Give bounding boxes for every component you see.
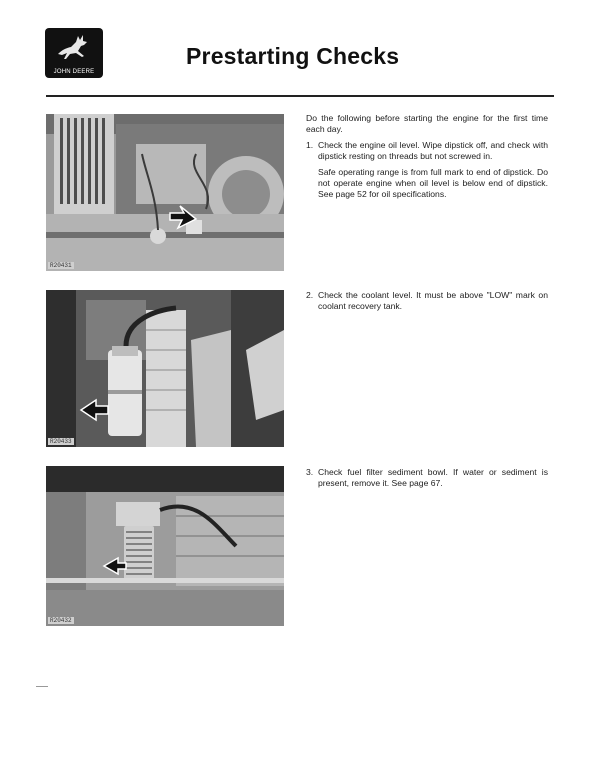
page-title: Prestarting Checks [186, 43, 400, 69]
fuel-check-text [306, 467, 548, 489]
oil-check-text [306, 113, 548, 200]
step-text: Check the engine oil level. Wipe dipstick off, and check with dipstick resting on threads but not screwed in. [318, 140, 548, 161]
intro-paragraph: Do the following before starting the engine for the first time each day. [306, 113, 548, 134]
step-number: 3. [306, 467, 314, 477]
step-text: Check fuel filter sediment bowl. If water or sediment is present, remove it. See page 67. [318, 467, 548, 488]
photo-code: R20432 [50, 617, 72, 624]
step-item [306, 140, 548, 162]
step-number: 1. [306, 140, 314, 150]
coolant-check-text [306, 290, 548, 312]
leaping-deer-icon [54, 32, 94, 64]
engine-oil-photo [46, 114, 284, 271]
step-item [306, 290, 548, 312]
step-item [306, 467, 548, 489]
header-divider [46, 95, 554, 97]
photo-code: R20431 [50, 262, 72, 269]
step-number: 2. [306, 290, 314, 300]
logo-wordmark: JOHN DEERE [53, 69, 95, 75]
coolant-photo [46, 290, 284, 447]
fuel-filter-photo [46, 466, 284, 626]
photo-code: R20433 [50, 438, 72, 445]
margin-mark [36, 686, 48, 687]
step-note: Safe operating range is from full mark to end of dipstick. Do not operate engine when oil level is below end of dipstick. See page 52 for oil specifications. [318, 167, 548, 199]
john-deere-logo [45, 28, 103, 78]
step-text: Check the coolant level. It must be above "LOW" mark on coolant recovery tank. [318, 290, 548, 311]
